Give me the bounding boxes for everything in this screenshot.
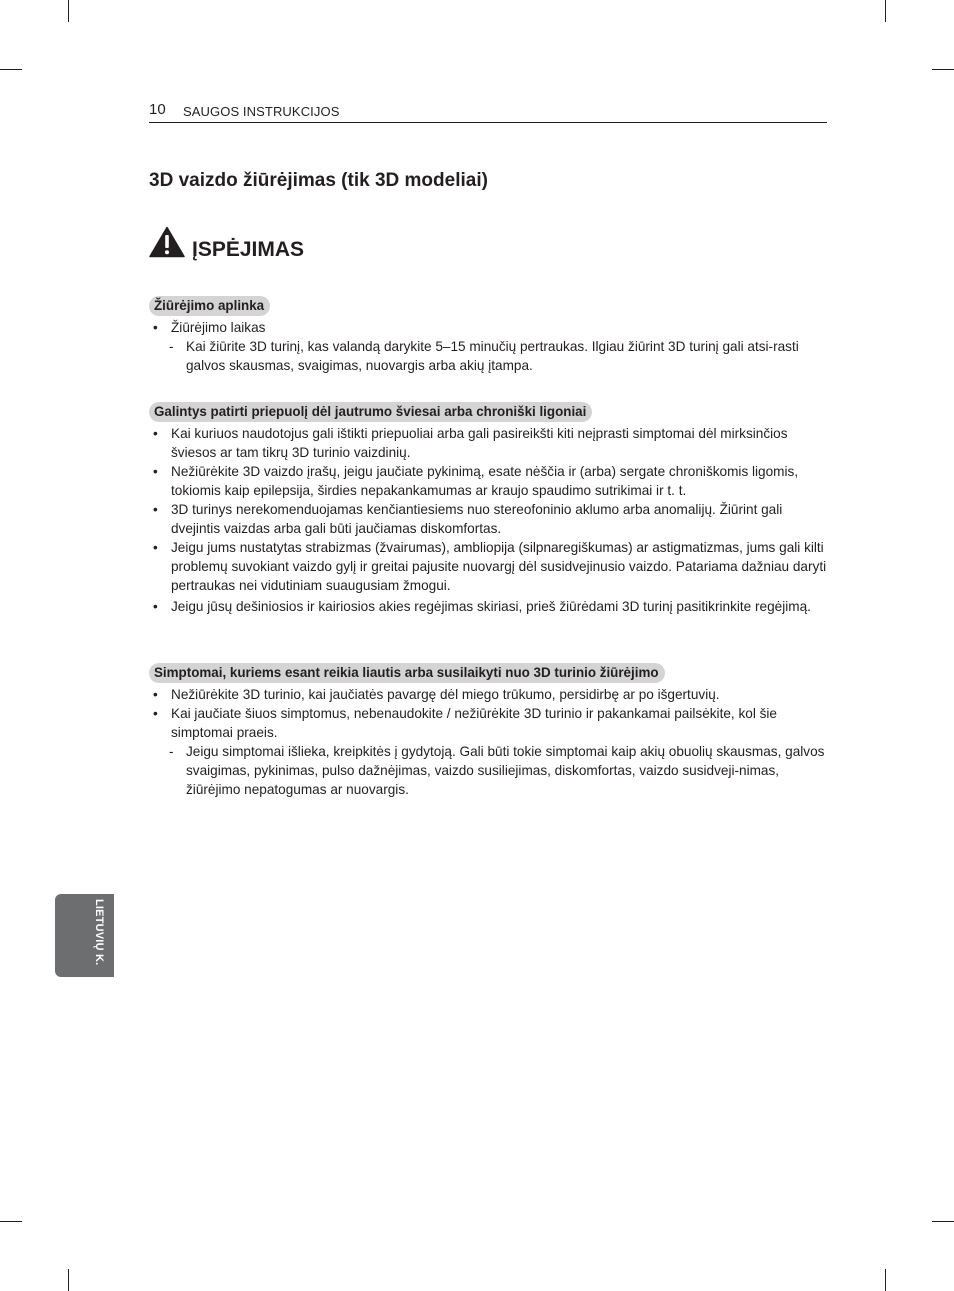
list-item: • Jeigu jums nustatytas strabizmas (žvairumas), ambliopija (silpnaregiškumas) ar astigmatizmas, jums gali kilti problemų suvokiant vaizdo gylį ir greitai pajusite nuovargį dėl susidvejinusio vaizdo. Patariama dažniau daryti pertraukas nei vidutiniam suaugusiam žmogui.	[149, 538, 829, 595]
subheading: Žiūrėjimo aplinka	[149, 296, 270, 316]
warning-title: ĮSPĖJIMAS	[192, 238, 305, 261]
crop-mark	[885, 1269, 886, 1291]
crop-mark	[0, 1221, 22, 1222]
page-header	[149, 100, 827, 123]
crop-mark	[885, 0, 886, 22]
list-item: - Jeigu simptomai išlieka, kreipkitės į gydytoją. Gali būti tokie simptomai kaip akių obuolių skausmas, galvos svaigimas, pykinimas, pulso dažnėjimas, vaizdo susiliejimas, diskomfortas, vaizdo susidveji-nimas, žiūrėjimo nepatogumas ar nuovargis.	[149, 742, 829, 799]
language-tab-label: LIETUVIŲ K.	[93, 899, 105, 966]
list-item: • Nežiūrėkite 3D vaizdo įrašų, jeigu jaučiate pykinimą, esate nėščia ir (arba) sergate chroniškomis ligomis, tokiomis kaip epilepsija, širdies nepakankamumas ar kraujo spaudimo sutrikimai ir t. t.	[149, 462, 829, 500]
language-tab	[55, 894, 114, 977]
warning-triangle-icon	[149, 226, 185, 258]
section-symptoms	[149, 663, 829, 799]
list-item: • Kai kuriuos naudotojus gali ištikti priepuoliai arba gali pasireikšti kiti neįprasti simptomai dėl mirksinčios šviesos ar tam tikrų 3D turinio vaizdinių.	[149, 424, 829, 462]
crop-mark	[0, 69, 22, 70]
section-title: 3D vaizdo žiūrėjimas (tik 3D modeliai)	[149, 170, 488, 191]
list-item: • Kai jaučiate šiuos simptomus, nebenaudokite / nežiūrėkite 3D turinio ir pakankamai pailsėkite, kol šie simptomai praeis.	[149, 704, 829, 742]
page-number: 10	[149, 101, 166, 118]
list-item: • Žiūrėjimo laikas	[149, 318, 829, 337]
list-item: • Jeigu jūsų dešiniosios ir kairiosios akies regėjimas skiriasi, prieš žiūrėdami 3D turinį pasitikrinkite regėjimą.	[149, 595, 829, 619]
section-photosensitive	[149, 402, 829, 619]
running-head: SAUGOS INSTRUKCIJOS	[183, 104, 340, 119]
crop-mark	[932, 69, 954, 70]
subheading: Galintys patirti priepuolį dėl jautrumo šviesai arba chroniški ligoniai	[149, 402, 592, 422]
list-item: • 3D turinys nerekomenduojamas kenčiantiesiems nuo stereofoninio aklumo arba anomalijų. Žiūrint gali dvejintis vaizdas arba gali būti jaučiamas diskomfortas.	[149, 500, 829, 538]
subheading: Simptomai, kuriems esant reikia liautis arba susilaikyti nuo 3D turinio žiūrėjimo	[149, 663, 665, 683]
crop-mark	[68, 1269, 69, 1291]
list-item: - Kai žiūrite 3D turinį, kas valandą darykite 5–15 minučių pertraukas. Ilgiau žiūrint 3D turinį gali atsi-rasti galvos skausmas, svaigimas, nuovargis arba akių įtampa.	[149, 337, 829, 375]
crop-mark	[68, 0, 69, 22]
section-viewing-environment	[149, 296, 829, 375]
item-list	[149, 685, 829, 799]
item-list	[149, 318, 829, 375]
list-item: • Nežiūrėkite 3D turinio, kai jaučiatės pavargę dėl miego trūkumo, persidirbę ar po išgertuvių.	[149, 685, 829, 704]
item-list	[149, 424, 829, 619]
crop-mark	[932, 1221, 954, 1222]
